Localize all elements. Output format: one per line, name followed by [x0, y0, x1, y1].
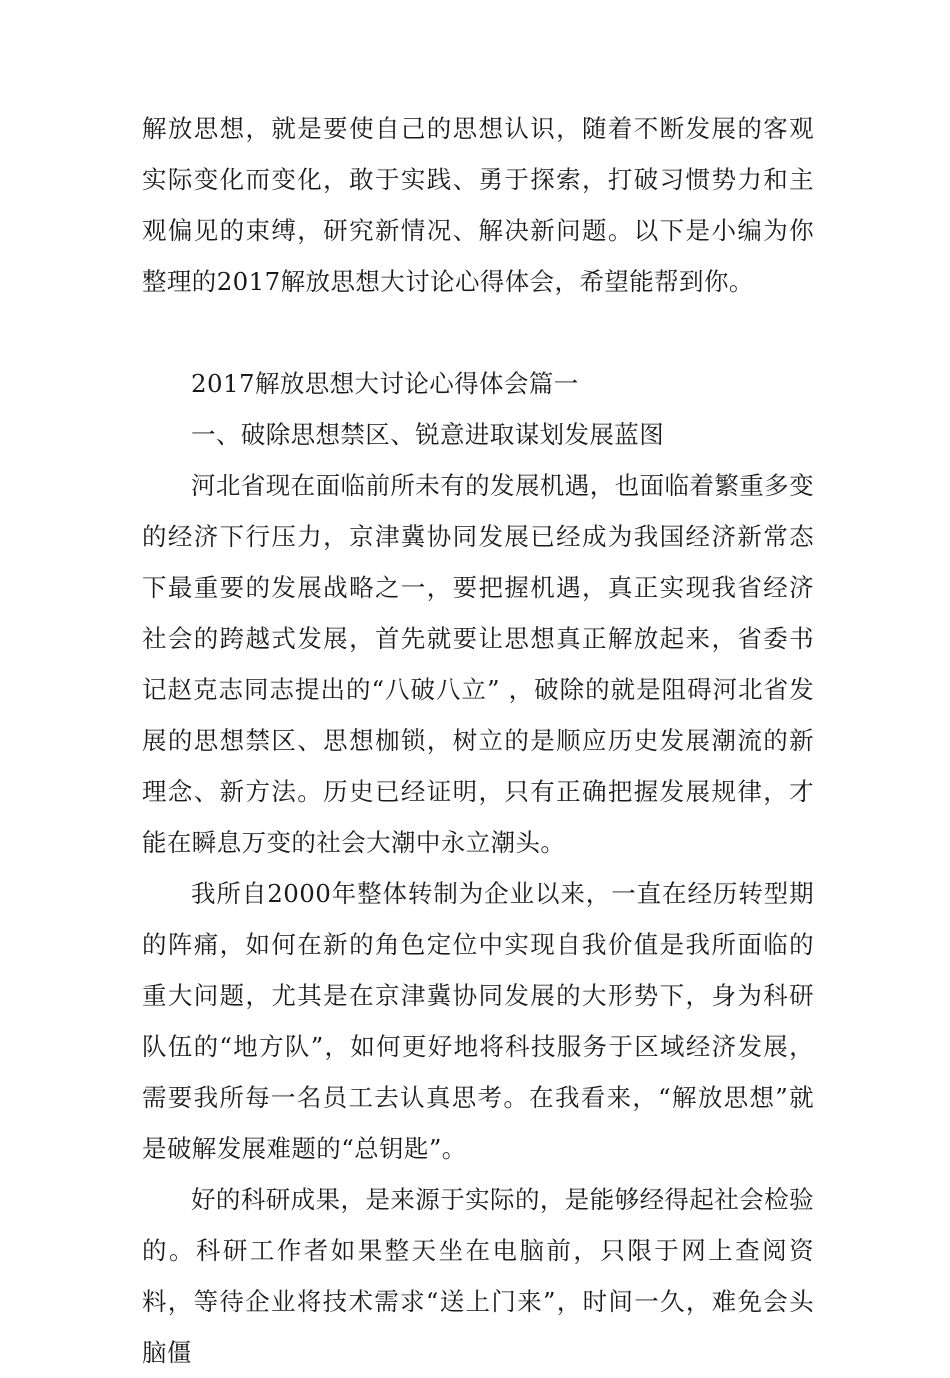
intro-paragraph: 解放思想，就是要使自己的思想认识，随着不断发展的客观实际变化而变化，敢于实践、勇于探索，打破习惯势力和主观偏见的束缚，研究新情况、解决新问题。以下是小编为你整理的2017解放思想大讨论心得体会，希望能帮到你。 [142, 114, 814, 296]
section-heading: 一、破除思想禁区、锐意进取谋划发展蓝图 [191, 420, 665, 449]
body-paragraph-3: 好的科研成果，是来源于实际的，是能够经得起社会检验的。科研工作者如果整天坐在电脑前，只限于网上查阅资料，等待企业将技术需求“送上门来”，时间一久，难免会头脑僵 [142, 1185, 814, 1367]
document-page [142, 103, 814, 1378]
article-title: 2017解放思想大讨论心得体会篇一 [191, 369, 579, 398]
paragraph-gap [142, 307, 814, 358]
body-paragraph-2: 我所自2000年整体转制为企业以来，一直在经历转型期的阵痛，如何在新的角色定位中实现自我价值是我所面临的重大问题，尤其是在京津冀协同发展的大形势下，身为科研队伍的“地方队”，如何更好地将科技服务于区域经济发展，需要我所每一名员工去认真思考。在我看来，“解放思想”就是破解发展难题的“总钥匙”。 [142, 879, 814, 1163]
body-paragraph-1: 河北省现在面临前所未有的发展机遇，也面临着繁重多变的经济下行压力，京津冀协同发展已经成为我国经济新常态下最重要的发展战略之一，要把握机遇，真正实现我省经济社会的跨越式发展，首先就要让思想真正解放起来，省委书记赵克志同志提出的“八破八立” ，破除的就是阻碍河北省发展的思想禁区、思想枷锁，树立的是顺应历史发展潮流的新理念、新方法。历史已经证明，只有正确把握发展规律，才能在瞬息万变的社会大潮中永立潮头。 [142, 471, 814, 857]
